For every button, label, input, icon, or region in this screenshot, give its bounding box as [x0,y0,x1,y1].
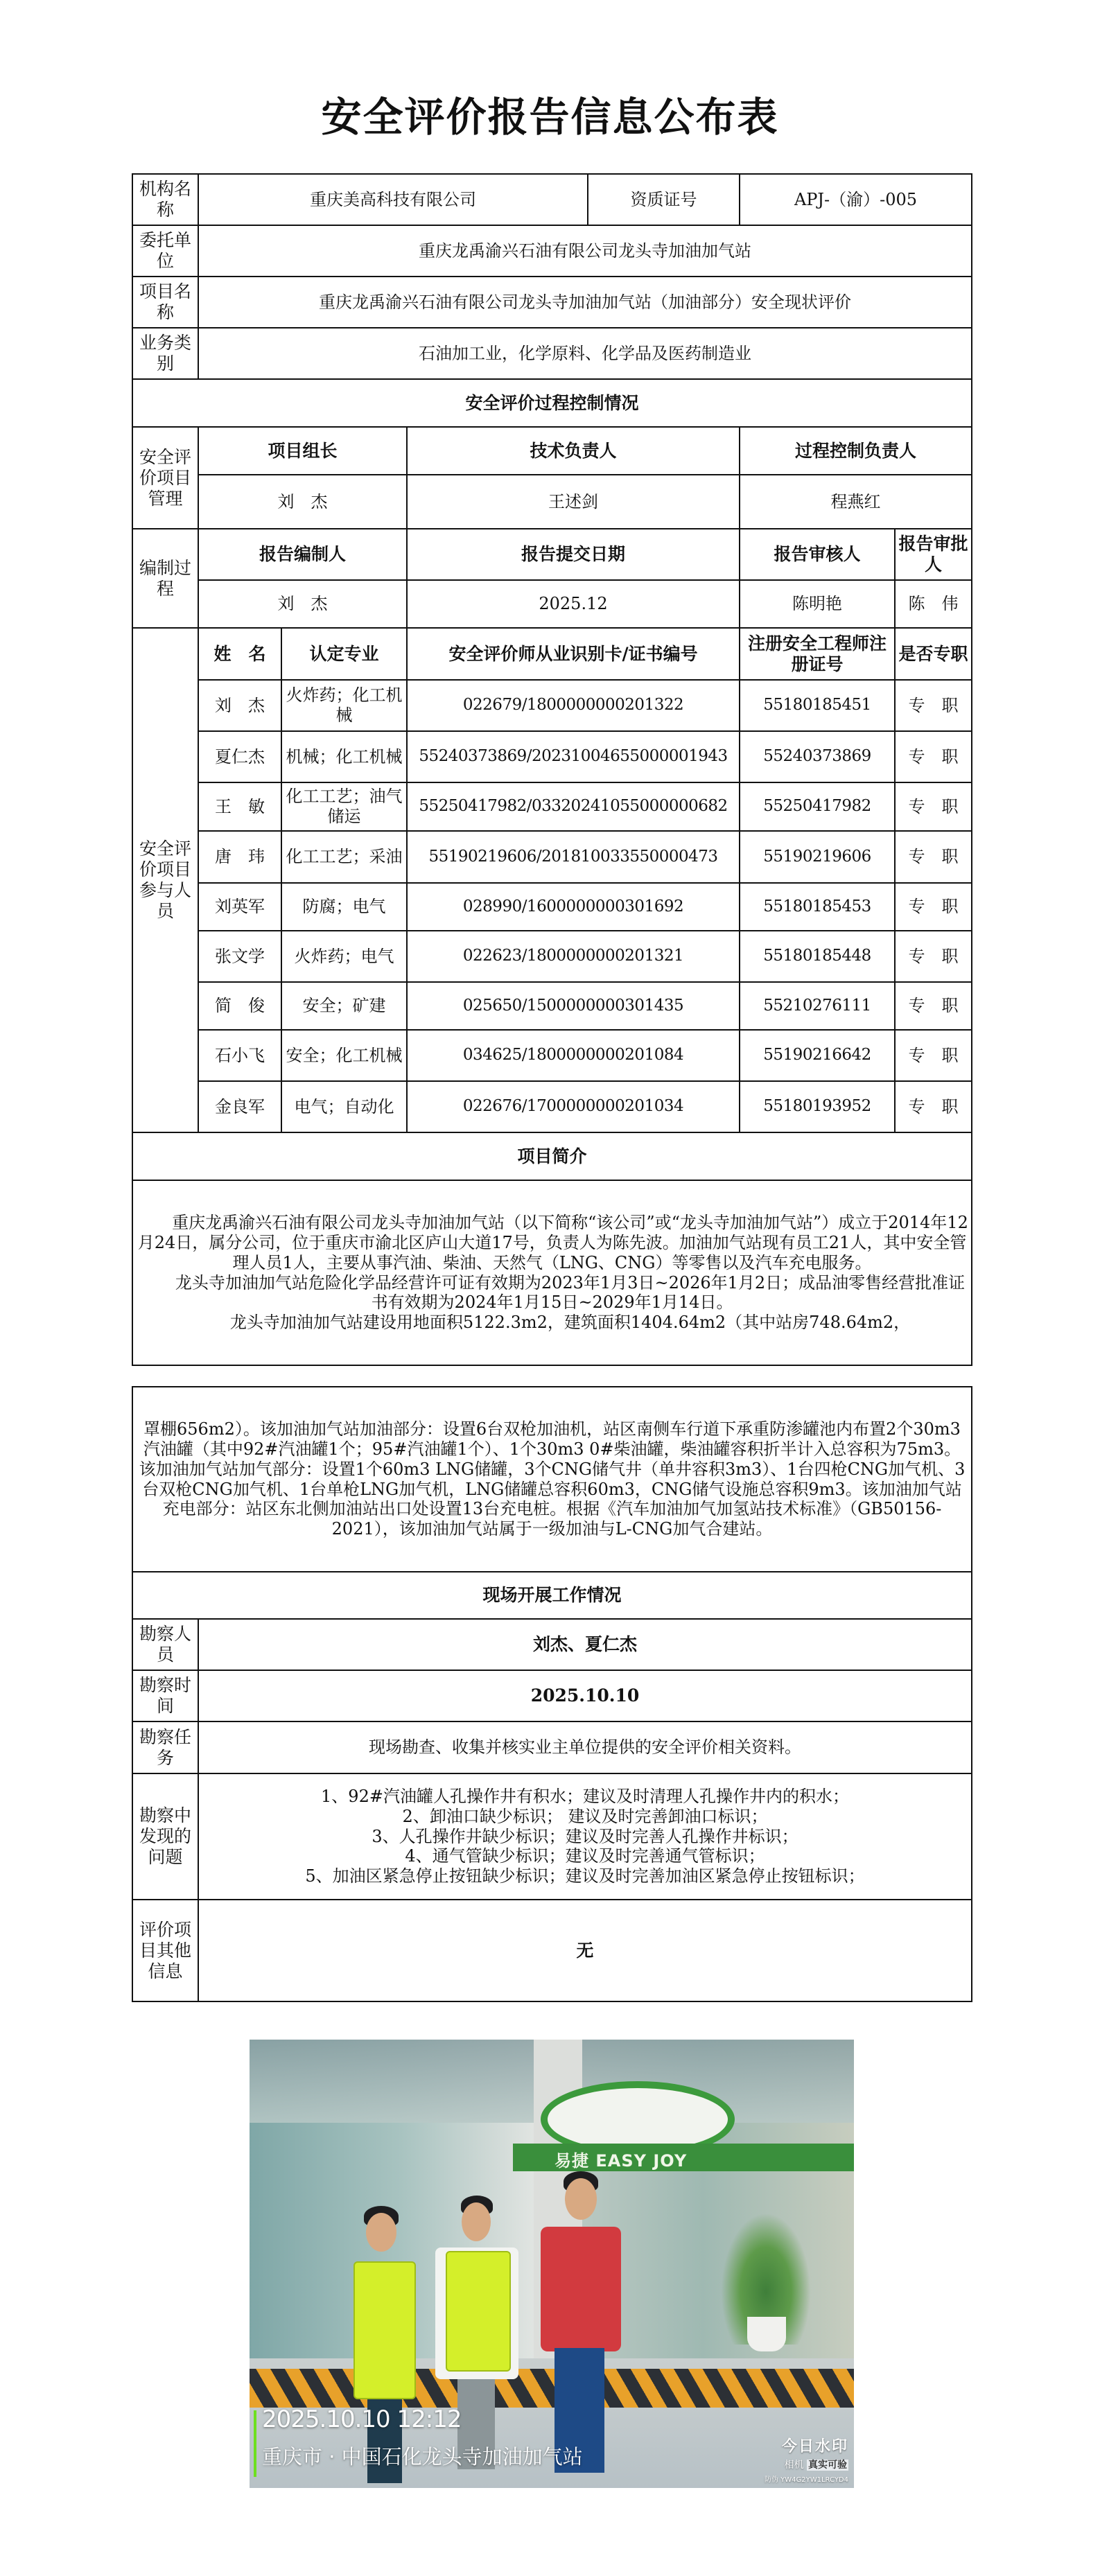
staff-row [132,931,972,982]
watermark-verified-tag: 真实可验 [808,2460,847,2471]
compiler: 刘 杰 [198,580,407,628]
intro-paragraph: 重庆龙禹渝兴石油有限公司龙头寺加油加气站（以下简称“该公司”或“龙头寺加油加气站”）成立于2014年12月24日，属分公司，位于重庆市渝北区庐山大道17号，负责人为陈先波。加油加气站现有员工21人，其中安全管理人员1人，主要从事汽油、柴油、天然气（LNG、CNG）等零售以及汽车充电服务。 [137,1213,968,1272]
other-info-label: 评价项目其他信息 [132,1900,198,2001]
header-compiler: 报告编制人 [198,529,407,580]
staff-cert: 034625/1800000000201084 [407,1030,740,1081]
intro-paragraph: 龙头寺加油加气站建设用地面积5122.3m2，建筑面积1404.64m2（其中站房748.64m2， [229,1313,911,1333]
approver: 陈 伟 [895,580,972,628]
inspection-task-value: 现场勘查、收集并核实业主单位提供的安全评价相关资料。 [198,1721,972,1773]
staff-name: 王 敏 [198,782,281,831]
section-process-control: 安全评价过程控制情况 [132,379,972,427]
org-name-value: 重庆美高科技有限公司 [198,174,588,225]
staff-cert: 025650/1500000000301435 [407,982,740,1030]
header-submit-date: 报告提交日期 [407,529,740,580]
staff-row [132,982,972,1030]
staff-name: 刘 杰 [198,680,281,731]
staff-specialty: 化工工艺；油气储运 [281,782,407,831]
staff-reg: 55180193952 [740,1081,895,1132]
inspection-time-value: 2025.10.10 [198,1670,972,1721]
qualification-label: 资质证号 [588,174,740,225]
client-label: 委托单位 [132,225,198,277]
business-value: 石油加工业，化学原料、化学品及医药制造业 [198,328,972,379]
staff-cert: 022679/1800000000201322 [407,680,740,731]
watermark-location: 重庆市 · 中国石化龙头寺加油加气站 [262,2445,583,2469]
other-info-value: 无 [198,1900,972,2001]
photo-store-sign-text: 易捷 EASY JOY [555,2151,688,2171]
intro-paragraph: 龙头寺加油加气站危险化学品经营许可证有效期为2023年1月3日~2026年1月2日；成品油零售经营批准证书有效期为2024年1月15日~2029年1月14日。 [175,1272,966,1313]
staff-cert: 55190219606/20181003355000047​3 [407,831,740,883]
staff-row [132,680,972,731]
staff-reg: 55180185453 [740,883,895,931]
staff-fulltime: 专 职 [895,982,972,1030]
watermark-brand-name: 今日水印 [781,2438,848,2455]
project-value: 重庆龙禹渝兴石油有限公司龙头寺加油加气站（加油部分）安全现状评价 [198,277,972,328]
header-specialty: 认定专业 [281,628,407,680]
watermark-code: 防伪 YW4G2YW1LRCYD4 [764,2476,848,2484]
header-team-leader: 项目组长 [198,427,407,475]
staff-name: 夏仁杰 [198,731,281,782]
staff-row [132,731,972,782]
project-intro-text [132,1180,972,1365]
intro-continuation: 罩棚656m2）。该加油加气站加油部分：设置6台双枪加油机，站区南侧车行道下承重防渗罐池内布置2个30m3汽油罐（其中92#汽油罐1个；95#汽油罐1个）、1个30m3 0#柴油罐，柴油罐容积折半计入总容积为75m3。该加油加气站加气部分：设置1个60m3 LNG储罐，3个CNG储气井（单井容积3m3）、1台四枪CNG加气机、3台双枪CNG加气机、1台单枪LNG加气机，LNG储罐总容积60m3，CNG储气设施总容积9m3。该加油加气站充电部分：站区东北侧加油站出口处设置13台充电桩。根据《汽车加油加气加氢站技术标准》（GB50156-2021），该加油加气站属于一级加油与L-CNG加气合建站。 [139,1419,966,1539]
process-lead: 程燕红 [740,475,972,529]
header-process-lead: 过程控制负责人 [740,427,972,475]
staff-reg: 55240373869 [740,731,895,782]
watermark-brand [765,2435,848,2484]
staff-specialty: 火炸药；电气 [281,931,407,982]
reviewer: 陈明艳 [740,580,895,628]
staff-reg: 55180185448 [740,931,895,982]
document-title: 安全评价报告信息公布表 [321,94,779,141]
photo-hazard-stripe [250,2369,854,2408]
inspection-time-label: 勘察时间 [132,1670,198,1721]
section-site-work: 现场开展工作情况 [132,1572,972,1619]
staff-name: 金良军 [198,1081,281,1132]
issue-item: 3、人孔操作井缺少标识；建议及时完善人孔操作井标识； [372,1826,798,1846]
org-name-label: 机构名称 [132,174,198,225]
staff-name: 唐 玮 [198,831,281,883]
info-table-page-1 [132,173,972,1366]
staff-row [132,782,972,831]
issue-item: 1、92#汽油罐人孔操作井有积水；建议及时清理人孔操作井内的积水； [321,1787,849,1806]
staff-fulltime: 专 职 [895,1030,972,1081]
header-name: 姓 名 [198,628,281,680]
header-reviewer: 报告审核人 [740,529,895,580]
tech-lead: 王述剑 [407,475,740,529]
header-tech-lead: 技术负责人 [407,427,740,475]
staff-cert: 022676/1700000000201034 [407,1081,740,1132]
staff-specialty: 防腐；电气 [281,883,407,931]
staff-name: 石小飞 [198,1030,281,1081]
qualification-no: APJ-（渝）-005 [740,174,972,225]
header-cert: 安全评价师从业识别卡/证书编号 [407,628,740,680]
staff-fulltime: 专 职 [895,831,972,883]
inspectors-value: 刘杰、夏仁杰 [198,1619,972,1670]
staff-row [132,831,972,883]
issues-list [198,1773,972,1900]
staff-row [132,883,972,931]
photo-plant-pot [747,2317,786,2351]
staff-specialty: 化工工艺；采油 [281,831,407,883]
project-intro-continuation [132,1387,972,1572]
staff-row [132,1030,972,1081]
staff-fulltime: 专 职 [895,931,972,982]
watermark-timestamp: 2025.10.10 12:12 [262,2406,462,2433]
staff-cert: 55240373869/20231004655000001943 [407,731,740,782]
staff-name: 简 俊 [198,982,281,1030]
team-leader: 刘 杰 [198,475,407,529]
staff-fulltime: 专 职 [895,1081,972,1132]
issue-item: 2、卸油口缺少标识； 建议及时完善卸油口标识； [402,1806,768,1826]
submit-date: 2025.12 [407,580,740,628]
inspection-task-label: 勘察任务 [132,1721,198,1773]
site-photo [250,2040,854,2488]
staff-reg: 55210276111 [740,982,895,1030]
issues-label: 勘察中发现的问题 [132,1773,198,1900]
staff-fulltime: 专 职 [895,883,972,931]
staff-specialty: 机械；化工机械 [281,731,407,782]
staff-fulltime: 专 职 [895,731,972,782]
watermark-accent-bar [254,2410,256,2477]
staff-row [132,1081,972,1132]
staff-cert: 55250417982/03320241055000000682 [407,782,740,831]
staff-reg: 55250417982 [740,782,895,831]
staff-cert: 028990/1600000000301692 [407,883,740,931]
staff-reg: 55190219606 [740,831,895,883]
staff-specialty: 电气；自动化 [281,1081,407,1132]
watermark-camera-line [765,2457,848,2471]
header-reg: 注册安全工程师注册证号 [740,628,895,680]
staff-specialty: 安全；矿建 [281,982,407,1030]
business-label: 业务类别 [132,328,198,379]
issue-item: 4、通气管缺少标识；建议及时完善通气管标识； [405,1846,765,1866]
watermark-camera: 相机 [784,2460,804,2471]
compilation-label: 编制过程 [132,529,198,628]
staff-specialty: 安全；化工机械 [281,1030,407,1081]
section-project-intro: 项目简介 [132,1132,972,1180]
staff-name: 张文学 [198,931,281,982]
issue-item: 5、加油区紧急停止按钮缺少标识；建议及时完善加油区紧急停止按钮标识； [305,1866,865,1886]
info-table-page-2 [132,1386,972,2002]
staff-reg: 55190216642 [740,1030,895,1081]
staff-cert: 022623/1800000000201321 [407,931,740,982]
management-label: 安全评价项目管理 [132,427,198,529]
header-fulltime: 是否专职 [895,628,972,680]
staff-label: 安全评价项目参与人员 [132,628,198,1132]
inspectors-label: 勘察人员 [132,1619,198,1670]
staff-fulltime: 专 职 [895,782,972,831]
header-approver: 报告审批人 [895,529,972,580]
project-label: 项目名称 [132,277,198,328]
staff-name: 刘英军 [198,883,281,931]
staff-fulltime: 专 职 [895,680,972,731]
staff-reg: 55180185451 [740,680,895,731]
staff-specialty: 火炸药；化工机械 [281,680,407,731]
client-value: 重庆龙禹渝兴石油有限公司龙头寺加油加气站 [198,225,972,277]
